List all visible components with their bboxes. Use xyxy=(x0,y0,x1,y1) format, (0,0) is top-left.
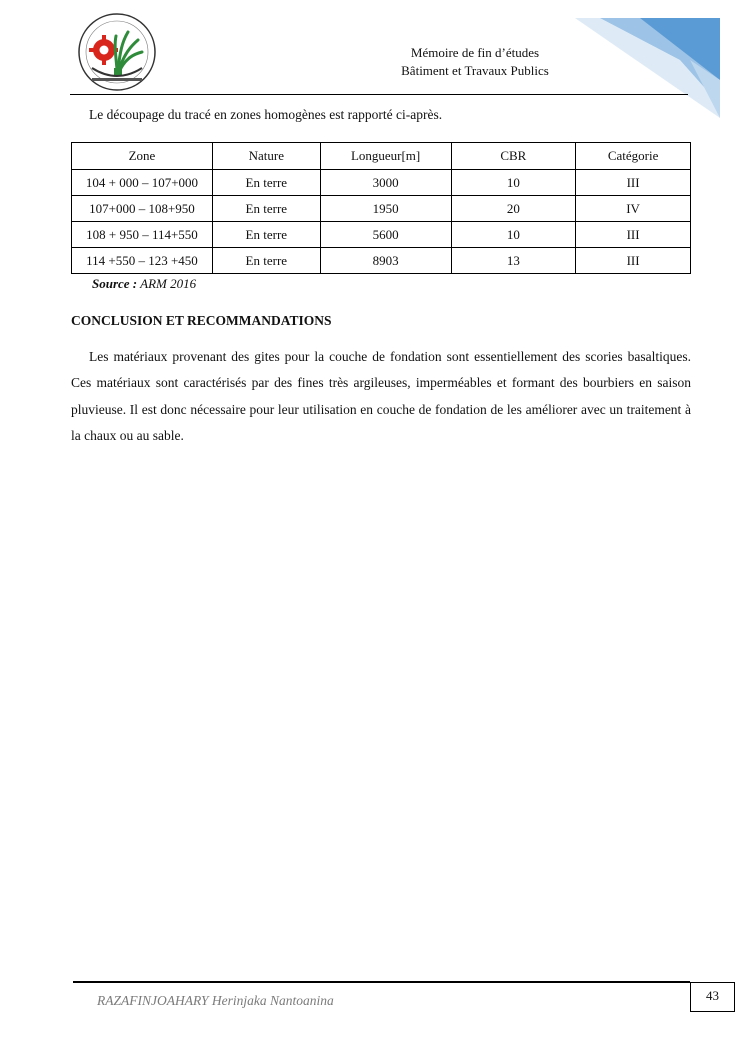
table-cell: 8903 xyxy=(320,248,451,274)
table-cell: En terre xyxy=(212,196,320,222)
header-subtitle: Bâtiment et Travaux Publics xyxy=(401,63,549,78)
table-source xyxy=(92,276,196,292)
source-label: Source : xyxy=(92,276,138,291)
table-cell: 10 xyxy=(451,170,576,196)
header-title: Mémoire de fin d’études xyxy=(410,45,540,60)
footer-divider xyxy=(73,981,690,983)
table-cell: En terre xyxy=(212,170,320,196)
table-cell: III xyxy=(576,248,691,274)
table-row xyxy=(72,222,691,248)
table-cell: 107+000 – 108+950 xyxy=(72,196,213,222)
column-header: Zone xyxy=(72,143,213,170)
table-row xyxy=(72,170,691,196)
table-cell: 13 xyxy=(451,248,576,274)
source-value: ARM 2016 xyxy=(137,276,197,291)
column-header: Longueur[m] xyxy=(320,143,451,170)
table-cell: III xyxy=(576,222,691,248)
column-header: Nature xyxy=(212,143,320,170)
table-cell: 104 + 000 – 107+000 xyxy=(72,170,213,196)
table-cell: III xyxy=(576,170,691,196)
footer-author: RAZAFINJOAHARY Herinjaka Nantoanina xyxy=(97,993,334,1008)
zones-table xyxy=(71,142,691,274)
table-cell: 114 +550 – 123 +450 xyxy=(72,248,213,274)
header-divider xyxy=(70,94,688,95)
school-crest-logo-icon xyxy=(76,12,158,94)
table-cell: En terre xyxy=(212,222,320,248)
conclusion-paragraph: Les matériaux provenant des gites pour la couche de fondation sont essentiellement des scories basaltiques. Ces matériaux sont caractérisés par des fines très argileuses, imperméables et formant des bourbiers en saison pluvieuse. Il est donc nécessaire pour leur utilisation en couche de fondation de les améliorer avec un traitement à la chaux ou au sable. xyxy=(71,349,691,443)
table-cell: En terre xyxy=(212,248,320,274)
page-number: 43 xyxy=(690,982,735,1012)
table-header-row xyxy=(72,143,691,170)
table-cell: 10 xyxy=(451,222,576,248)
table-row xyxy=(72,248,691,274)
intro-text: Le découpage du tracé en zones homogènes est rapporté ci-après. xyxy=(89,107,443,122)
table-cell: 1950 xyxy=(320,196,451,222)
column-header: CBR xyxy=(451,143,576,170)
section-title: CONCLUSION ET RECOMMANDATIONS xyxy=(71,313,332,328)
table-cell: 20 xyxy=(451,196,576,222)
column-header: Catégorie xyxy=(576,143,691,170)
table-row xyxy=(72,196,691,222)
table-cell: IV xyxy=(576,196,691,222)
table-cell: 3000 xyxy=(320,170,451,196)
table-cell: 5600 xyxy=(320,222,451,248)
table-cell: 108 + 950 – 114+550 xyxy=(72,222,213,248)
